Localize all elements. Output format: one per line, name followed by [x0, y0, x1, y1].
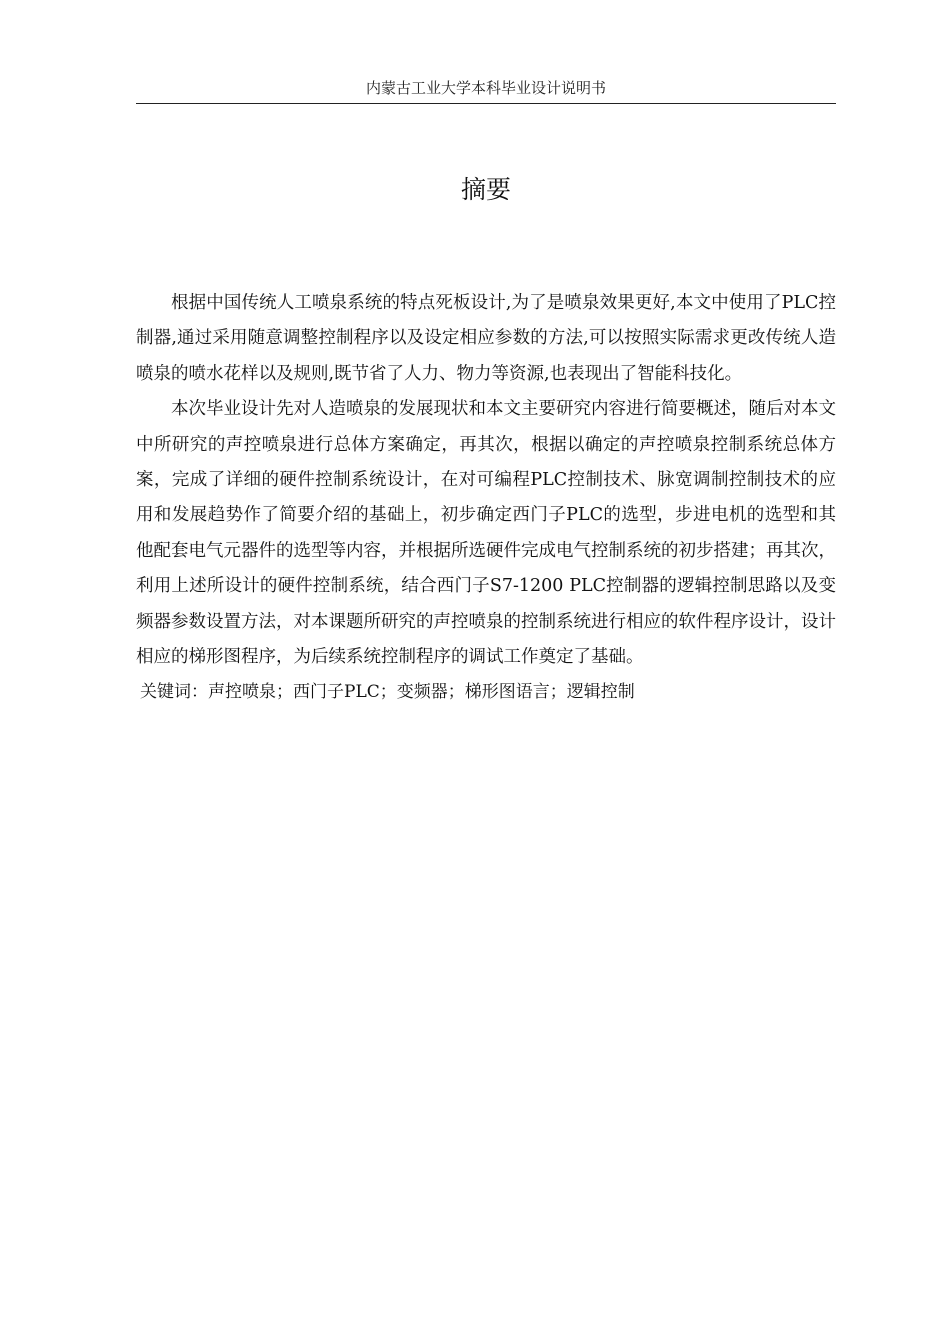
keywords-text: 声控喷泉；西门子PLC；变频器；梯形图语言；逻辑控制 — [208, 682, 635, 703]
header-divider — [136, 103, 836, 104]
keywords-label: 关键词： — [140, 682, 208, 703]
abstract-body — [136, 286, 836, 709]
abstract-paragraph-2: 本次毕业设计先对人造喷泉的发展现状和本文主要研究内容进行简要概述，随后对本文中所研究的声控喷泉进行总体方案确定，再其次，根据以确定的声控喷泉控制系统总体方案，完成了详细的硬件控制系统设计，在对可编程PLC控制技术、脉宽调制控制技术的应用和发展趋势作了简要介绍的基础上，初步确定西门子PLC的选型，步进电机的选型和其他配套电气元器件的选型等内容，并根据所选硬件完成电气控制系统的初步搭建；再其次，利用上述所设计的硬件控制系统，结合西门子S7-1200 PLC控制器的逻辑控制思路以及变频器参数设置方法，对本课题所研究的声控喷泉的控制系统进行相应的软件程序设计，设计相应的梯形图程序，为后续系统控制程序的调试工作奠定了基础。 — [136, 399, 836, 668]
abstract-paragraph-1: 根据中国传统人工喷泉系统的特点死板设计,为了是喷泉效果更好,本文中使用了PLC控制器,通过采用随意调整控制程序以及设定相应参数的方法,可以按照实际需求更改传统人造喷泉的喷水花样以及规则,既节省了人力、物力等资源,也表现出了智能科技化。 — [136, 293, 836, 384]
running-header: 内蒙古工业大学本科毕业设计说明书 — [365, 79, 606, 97]
abstract-title: 摘要 — [460, 175, 511, 204]
keywords-line — [136, 675, 836, 709]
